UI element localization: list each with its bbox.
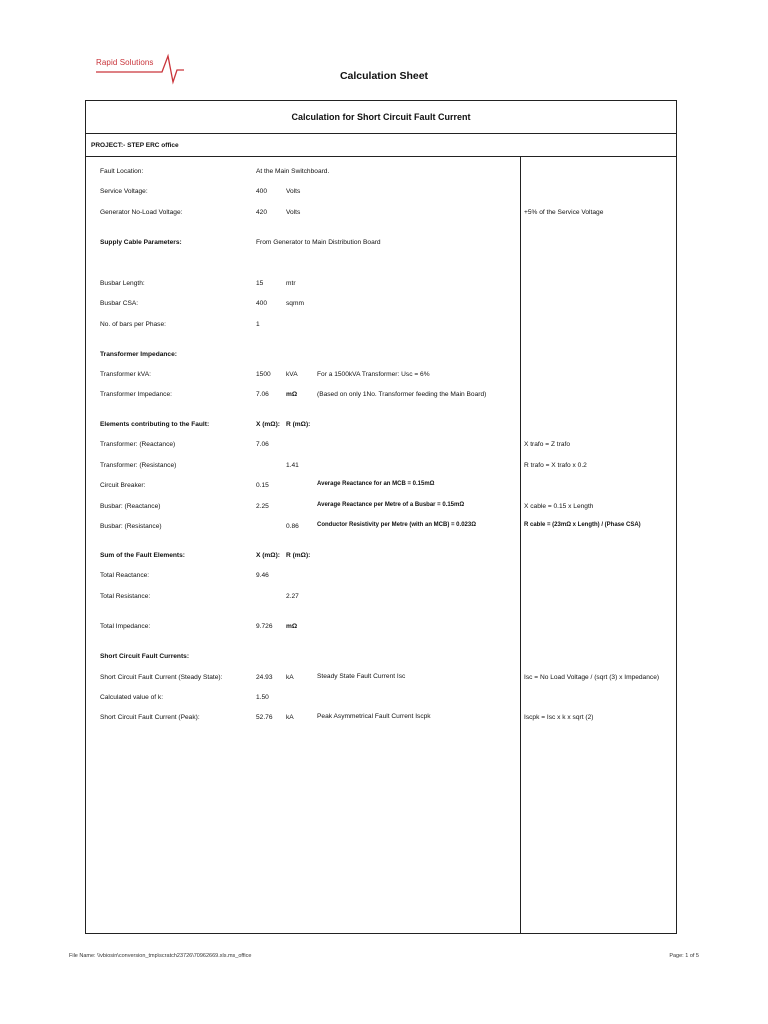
project-name: PROJECT:- STEP ERC office <box>91 142 179 149</box>
busbar-resistance-r: 0.86 <box>286 523 299 530</box>
elements-heading: Elements contributing to the Fault: <box>100 421 210 428</box>
tr-reactance-note: X trafo = Z trafo <box>524 441 570 448</box>
busbar-reactance-label: Busbar: (Reactance) <box>100 503 161 510</box>
supply-cable-heading: Supply Cable Parameters: <box>100 239 182 246</box>
document-title: Calculation for Short Circuit Fault Current <box>291 112 471 122</box>
total-reactance-label: Total Reactance: <box>100 572 150 579</box>
fault-location-value: At the Main Switchboard. <box>256 168 330 175</box>
calculation-frame <box>85 100 677 934</box>
notes-column-divider <box>520 156 521 934</box>
k-value: 1.50 <box>256 694 269 701</box>
busbar-length-unit: mtr <box>286 280 296 287</box>
generator-voltage-unit: Volts <box>286 209 301 216</box>
sc-peak-note: Iscpk = Isc x k x sqrt (2) <box>524 714 594 721</box>
total-impedance-value: 9.726 <box>256 623 273 630</box>
service-voltage-unit: Volts <box>286 188 301 195</box>
total-reactance-x: 9.46 <box>256 572 269 579</box>
tr-resistance-r: 1.41 <box>286 462 299 469</box>
circuit-breaker-label: Circuit Breaker: <box>100 482 146 489</box>
supply-cable-value: From Generator to Main Distribution Board <box>256 239 381 246</box>
sheet-title: Calculation Sheet <box>339 70 429 82</box>
sc-peak-label: Short Circuit Fault Current (Peak): <box>100 714 200 721</box>
busbar-csa-unit: sqmm <box>286 300 304 307</box>
generator-voltage-value: 420 <box>256 209 268 216</box>
generator-voltage-note: +5% of the Service Voltage <box>524 209 604 216</box>
busbar-csa-label: Busbar CSA: <box>100 300 139 307</box>
tr-reactance-label: Transformer: (Reactance) <box>100 441 176 448</box>
divider <box>85 156 677 157</box>
footer-file-name: File Name: \\vbiosin\conversion_tmp\scratch23726\70962669.xls.ms_office <box>69 953 252 959</box>
sc-steady-unit: kA <box>286 674 294 681</box>
transformer-kva-label: Transformer kVA: <box>100 371 151 378</box>
transformer-impedance-comment: (Based on only 1No. Transformer feeding the Main Board) <box>317 391 487 398</box>
busbar-reactance-x: 2.25 <box>256 503 269 510</box>
transformer-impedance-label: Transformer Impedance: <box>100 391 172 398</box>
total-impedance-unit: mΩ <box>286 623 298 630</box>
total-resistance-label: Total Resistance: <box>100 593 151 600</box>
elements-r-heading: R (mΩ): <box>286 421 311 428</box>
busbar-length-label: Busbar Length: <box>100 280 145 287</box>
circuit-breaker-comment: Average Reactance for an MCB = 0.15mΩ <box>317 481 435 487</box>
sum-heading: Sum of the Fault Elements: <box>100 552 185 559</box>
fault-location-label: Fault Location: <box>100 168 144 175</box>
generator-voltage-label: Generator No-Load Voltage: <box>100 209 183 216</box>
bars-per-phase-label: No. of bars per Phase: <box>100 321 166 328</box>
circuit-breaker-x: 0.15 <box>256 482 269 489</box>
bars-per-phase-value: 1 <box>256 321 260 328</box>
sc-peak-comment: Peak Asymmetrical Fault Current Iscpk <box>317 713 431 720</box>
transformer-kva-comment: For a 1500kVA Transformer: Usc = 6% <box>317 371 430 378</box>
sc-steady-label: Short Circuit Fault Current (Steady State): <box>100 674 223 681</box>
footer-page-number: Page: 1 of 5 <box>669 953 699 959</box>
sum-r-heading: R (mΩ): <box>286 552 311 559</box>
transformer-impedance-value: 7.06 <box>256 391 269 398</box>
tr-resistance-label: Transformer: (Resistance) <box>100 462 177 469</box>
sc-heading: Short Circuit Fault Currents: <box>100 653 190 660</box>
sc-peak-unit: kA <box>286 714 294 721</box>
sc-steady-value: 24.93 <box>256 674 273 681</box>
busbar-csa-value: 400 <box>256 300 268 307</box>
busbar-reactance-comment: Average Reactance per Metre of a Busbar = 0.15mΩ <box>317 502 465 508</box>
transformer-impedance-heading: Transformer Impedance: <box>100 351 177 358</box>
transformer-impedance-unit: mΩ <box>286 391 298 398</box>
busbar-length-value: 15 <box>256 280 264 287</box>
sum-x-heading: X (mΩ): <box>256 552 280 559</box>
elements-x-heading: X (mΩ): <box>256 421 280 428</box>
transformer-kva-value: 1500 <box>256 371 271 378</box>
busbar-resistance-note: R cable = (23mΩ x Length) / (Phase CSA) <box>524 522 641 528</box>
transformer-kva-unit: kVA <box>286 371 298 378</box>
sc-steady-comment: Steady State Fault Current Isc <box>317 673 406 680</box>
service-voltage-value: 400 <box>256 188 268 195</box>
busbar-reactance-note: X cable = 0.15 x Length <box>524 503 594 510</box>
k-value-label: Calculated value of k: <box>100 694 164 701</box>
sc-peak-value: 52.76 <box>256 714 273 721</box>
sc-steady-note: Isc = No Load Voltage / (sqrt (3) x Impedance) <box>524 674 660 681</box>
busbar-resistance-label: Busbar: (Resistance) <box>100 523 162 530</box>
service-voltage-label: Service Voltage: <box>100 188 148 195</box>
tr-resistance-note: R trafo = X trafo x 0.2 <box>524 462 587 469</box>
busbar-resistance-comment: Conductor Resistivity per Metre (with an MCB) = 0.023Ω <box>317 522 477 528</box>
tr-reactance-x: 7.06 <box>256 441 269 448</box>
divider <box>85 133 677 134</box>
total-impedance-label: Total Impedance: <box>100 623 151 630</box>
total-resistance-r: 2.27 <box>286 593 299 600</box>
logo-text: Rapid Solutions <box>96 58 154 67</box>
